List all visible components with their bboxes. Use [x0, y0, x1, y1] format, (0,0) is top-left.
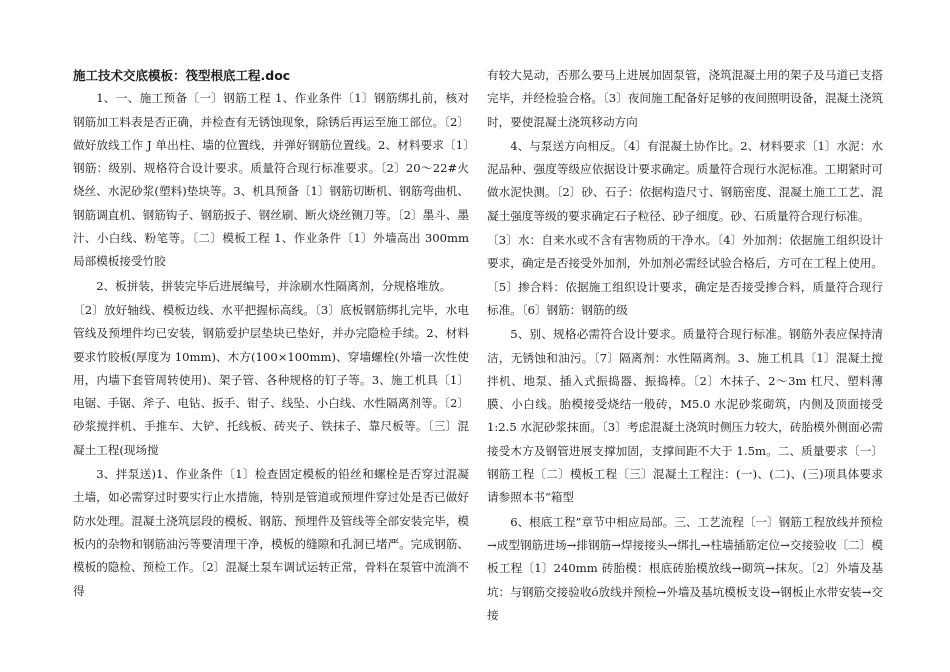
paragraph: 6、根底工程”章节中相应局部。三、工艺流程〔一〕钢筋工程放线并预检→成型钢筋进场→排钢筋→焊接接头→绑扎→柱墙插筋定位→交接验收〔二〕模板工程〔1〕240mm 砖胎模：根底砖胎模放线→砌筑→抹灰。〔2〕外墙及基坑：与钢筋交接验收ó放线并预检→外墙及基坑模板支设→钢板止水带安装→交接 [487, 514, 883, 622]
paragraph: 1、一、施工预备〔一〕钢筋工程 1、作业条件〔1〕钢筋绑扎前，核对钢筋加工料表是否正确，并检查有无锈蚀现象，除锈后再运至施工部位。〔2〕做好放线工作 J 单出柱、墙的位置线，并弹好钢筋位置线。2、材料要求〔1〕钢筋：级别、规格符合设计要求。质量符合现行标准要求。〔2〕20～22#火烧丝、水泥砂浆(塑料)垫块等。3、机具预备〔1〕钢筋切断机、钢筋弯曲机、钢筋调直机、钢筋钩子、钢筋扳子、钢丝刷、断火烧丝铡刀等。〔2〕墨斗、墨汁、小白线、粉笔等。〔二〕模板工程 1、作业条件〔1〕外墙高出 300mm 局部模板接受竹胶 [73, 91, 469, 269]
paragraph: 3、拌泵送)1、作业条件〔1〕检查固定模板的铅丝和螺栓是否穿过混凝土墙，如必需穿过时要实行止水措施，特别是管道或预埋件穿过处是否已做好防水处理。混凝土浇筑层段的模板、钢筋、预埋件及管线等全部安装完毕，模板内的杂物和钢筋油污等要清理干净，模板的缝隙和孔洞已堵严。完成钢筋、模板的隐检、预检工作。〔2〕混凝土泵车调试运转正常，骨料在泵管中流淌不得 [73, 467, 469, 598]
paragraph: 5、别、规格必需符合设计要求。质量符合现行标准。钢筋外表应保持清洁，无锈蚀和油污。〔7〕隔离剂：水性隔离剂。3、施工机具〔1〕混凝土搅拌机、地泵、插入式振捣器、振捣棒。〔2〕木抹子、2～3m 杠尺、塑料薄膜、小白线。胎模接受烧结一般砖，M5.0 水泥砂浆砌筑，内侧及顶面接受 1:2.5 水泥砂浆抹面。〔3〕考虑混凝土浇筑时侧压力较大，砖胎模外侧面必需接受木方及钢管进展支撑加固，支撑间距不大于 1.5m。二、质量要求〔一〕钢筋工程〔二〕模板工程〔三〕混凝土工程注：(一)、(二)、(三)项具体要求请参照本书“箱型 [487, 327, 883, 505]
document-title: 施工技术交底模板：筏型根底工程.doc [73, 68, 291, 83]
paragraph: 4、与泵送方向相反。〔4〕有混凝土协作比。2、材料要求〔1〕水泥：水泥品种、强度等级应依据设计要求确定。质量符合现行水泥标准。工期紧时可做水泥快测。〔2〕砂、石子：依据构造尺寸、钢筋密度、混凝土施工工艺、混凝土强度等级的要求确定石子粒径、砂子细度。砂、石质量符合现行标准。 [487, 138, 883, 223]
paragraph: 〔3〕水：自来水或不含有害物质的干净水。〔4〕外加剂：依据施工组织设计要求，确定是否接受外加剂，外加剂必需经试验合格后，方可在工程上使用。〔5〕掺合料：依据施工组织设计要求，确定是否接受掺合料，质量符合现行标准。〔6〕钢筋：钢筋的级 [487, 233, 883, 317]
paragraph: 有较大晃动，否那么要马上进展加固泵管，浇筑混凝土用的架子及马道已支搭完毕，并经检验合格。〔3〕夜间施工配备好足够的夜间照明设备，混凝土浇筑时，要使混凝土浇筑移动方向 [487, 68, 883, 129]
left-column [73, 64, 469, 604]
right-column [487, 64, 883, 628]
paragraph: 〔2〕放好轴线、模板边线、水平把握标高线。〔3〕底板钢筋绑扎完毕，水电管线及预埋件均已安装，钢筋爱护层垫块已垫好，并办完隐检手续。2、材料要求竹胶板(厚度为 10mm)、木方(100×100mm)、穿墙螺栓(外墙一次性使用，内墙下套管周转使用)、架子管、各种规格的钉子等。3、施工机具〔1〕电锯、手锯、斧子、电钻、扳手、钳子、线坠、小白线、水性隔离剂等。〔2〕砂浆搅拌机、手推车、大铲、托线板、砖夹子、铁抹子、靠尺板等。〔三〕混凝土工程(现场搅 [73, 302, 469, 457]
paragraph: 2、板拼装，拼装完毕后进展编号，并涂刷水性隔离剂，分规格堆放。 [96, 278, 452, 293]
